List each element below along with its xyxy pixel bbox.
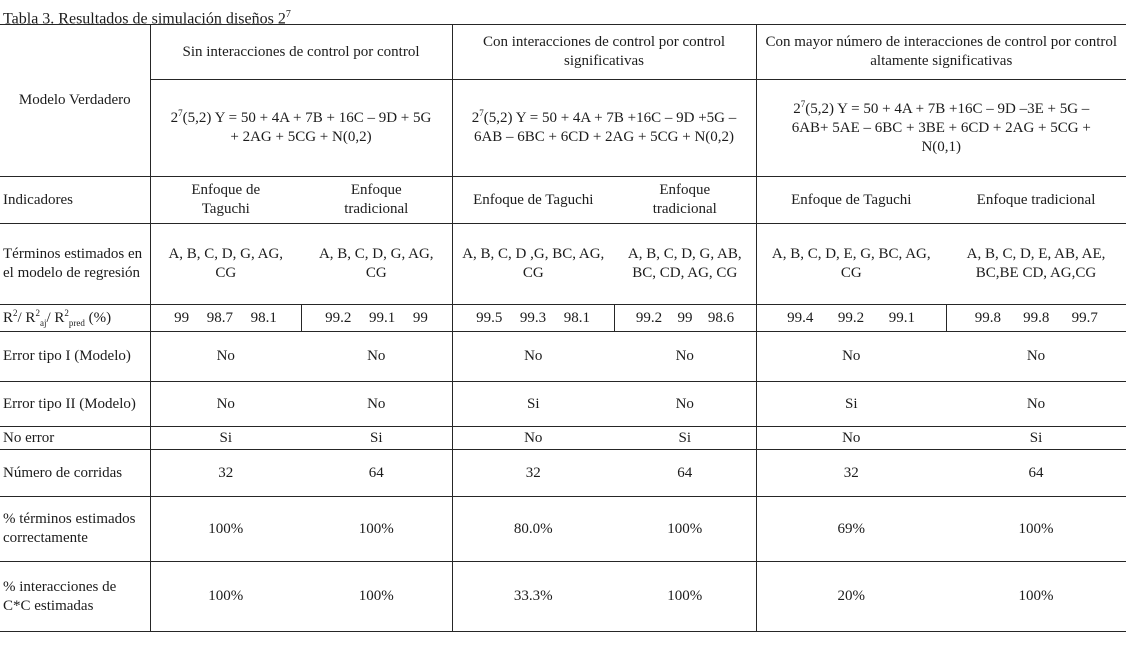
r2-values-cell: 99.8 99.8 99.7: [946, 305, 1126, 332]
terms-cell: A, B, C, D, E, AB, AE, BC,BE CD, AG,CG: [946, 224, 1126, 305]
error-type2-row: [0, 382, 1126, 427]
data-cell: No: [301, 382, 452, 427]
corner-cell-modelo-verdadero: Modelo Verdadero: [0, 25, 150, 177]
data-cell: 100%: [946, 497, 1126, 562]
approach-taguchi-2: Enfoque de Taguchi: [452, 177, 614, 224]
approach-traditional-2: Enfoque tradicional: [614, 177, 756, 224]
r2-values-cell: 99.2 99.1 99: [301, 305, 452, 332]
data-cell: 33.3%: [452, 562, 614, 632]
group-header-row: [0, 25, 1126, 80]
data-cell: No: [150, 382, 301, 427]
pct-terms-row: [0, 497, 1126, 562]
data-cell: No: [150, 332, 301, 382]
pct-interactions-row: [0, 562, 1126, 632]
data-cell: 100%: [150, 562, 301, 632]
row-label-numero-corridas: Número de corridas: [0, 450, 150, 497]
data-cell: Si: [301, 427, 452, 450]
data-cell: Si: [946, 427, 1126, 450]
data-cell: 100%: [301, 497, 452, 562]
group-header-1: Sin interacciones de control por control: [150, 25, 452, 80]
model-formula-3: $2^7(5,2) Y = 50 + 4A + 7B +16C - 9D$ –3E + 5G – 6AB+ 5AE – 6BC + 3BE + 6CD + 2AG + 5CG + N(0,1): [756, 80, 1126, 177]
data-cell: 32: [452, 450, 614, 497]
data-cell: 20%: [756, 562, 946, 632]
row-label-error-tipo-2: Error tipo II (Modelo): [0, 382, 150, 427]
data-cell: Si: [150, 427, 301, 450]
data-cell: Si: [756, 382, 946, 427]
row-label-pct-interacciones: % interacciones de C*C estimadas: [0, 562, 150, 632]
terms-cell: A, B, C, D, G, AB, BC, CD, AG, CG: [614, 224, 756, 305]
approaches-row: [0, 177, 1126, 224]
data-cell: 100%: [301, 562, 452, 632]
error-type1-row: [0, 332, 1126, 382]
data-cell: 100%: [946, 562, 1126, 632]
model-formula-2: $2^7(5,2) Y = 50 + 4A + 7B +16C - 9D +5G - 6AB - 6BC + 6CD + 2AG + 5CG + N(0,2)$: [452, 80, 756, 177]
data-cell: No: [946, 382, 1126, 427]
row-label-error-tipo-1: Error tipo I (Modelo): [0, 332, 150, 382]
approach-taguchi-3: Enfoque de Taguchi: [756, 177, 946, 224]
group-header-3: Con mayor número de interacciones de control por control altamente significativas: [756, 25, 1126, 80]
data-cell: Si: [452, 382, 614, 427]
data-cell: No: [452, 332, 614, 382]
data-cell: 32: [756, 450, 946, 497]
data-cell: 100%: [614, 497, 756, 562]
r2-values-cell: 99.4 99.2 99.1: [756, 305, 946, 332]
data-cell: No: [614, 332, 756, 382]
table-title: [0, 0, 1126, 28]
data-cell: 64: [301, 450, 452, 497]
row-label-terminos: Términos estimados en el modelo de regresión: [0, 224, 150, 305]
r2-values-cell: 99.2 99 98.6: [614, 305, 756, 332]
group-header-2: Con interacciones de control por control significativas: [452, 25, 756, 80]
r2-values-cell: 99 98.7 98.1: [150, 305, 301, 332]
data-cell: No: [756, 427, 946, 450]
row-label-pct-terminos: % términos estimados correctamente: [0, 497, 150, 562]
approach-taguchi-1: Enfoque de Taguchi: [150, 177, 301, 224]
r2-values-cell: 99.5 99.3 98.1: [452, 305, 614, 332]
data-cell: 64: [614, 450, 756, 497]
data-cell: 100%: [614, 562, 756, 632]
terms-cell: A, B, C, D ,G, BC, AG, CG: [452, 224, 614, 305]
data-cell: Si: [614, 427, 756, 450]
terms-cell: A, B, C, D, G, AG, CG: [150, 224, 301, 305]
data-cell: 69%: [756, 497, 946, 562]
approach-traditional-3: Enfoque tradicional: [946, 177, 1126, 224]
results-table: [0, 24, 1126, 632]
data-cell: 32: [150, 450, 301, 497]
row-label-indicadores: Indicadores: [0, 177, 150, 224]
r2-row: [0, 305, 1126, 332]
table-title-text: Tabla 3. Resultados de simulación diseños 2: [3, 10, 286, 28]
row-label-no-error: No error: [0, 427, 150, 450]
terms-cell: A, B, C, D, E, G, BC, AG, CG: [756, 224, 946, 305]
runs-row: [0, 450, 1126, 497]
data-cell: No: [946, 332, 1126, 382]
data-cell: 80.0%: [452, 497, 614, 562]
table-title-exponent: 7: [285, 9, 291, 20]
data-cell: No: [301, 332, 452, 382]
model-formula-1: $2^7(5,2) Y = 50 + 4A + 7B + 16C - 9D + 5G + 2AG + 5CG + N(0,2)$: [150, 80, 452, 177]
data-cell: 100%: [150, 497, 301, 562]
row-label-r2: $R^2/$ $R^2_{aj}/$ $R^2_{pred}$ (%): [0, 305, 150, 332]
data-cell: No: [452, 427, 614, 450]
data-cell: 64: [946, 450, 1126, 497]
terms-row: [0, 224, 1126, 305]
terms-cell: A, B, C, D, G, AG, CG: [301, 224, 452, 305]
model-formula-row: [0, 80, 1126, 177]
data-cell: No: [614, 382, 756, 427]
approach-traditional-1: Enfoque tradicional: [301, 177, 452, 224]
no-error-row: [0, 427, 1126, 450]
data-cell: No: [756, 332, 946, 382]
